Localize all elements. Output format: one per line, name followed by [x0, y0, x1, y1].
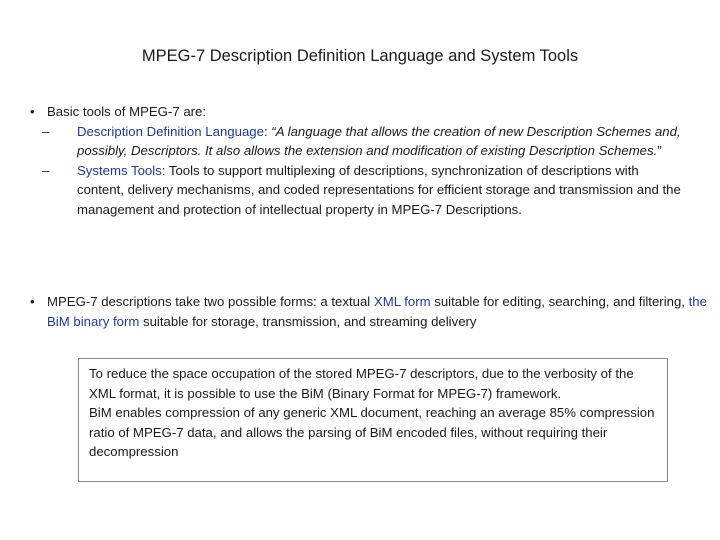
forms-text-part2: suitable for editing, searching, and filtering, — [430, 294, 689, 309]
bullet-basic-tools — [30, 102, 710, 219]
bullet-icon: • — [30, 104, 35, 119]
ddl-end-quote: ” — [657, 143, 662, 158]
xml-form-term: XML form — [373, 294, 431, 309]
ddl-term: Description Definition Language — [77, 123, 264, 139]
dash-icon: – — [42, 123, 50, 139]
ddl-colon: : — [263, 123, 268, 139]
bim-form-term: the BiM binary form — [47, 294, 707, 329]
dash-icon: – — [42, 162, 50, 178]
box-paragraph-1: To reduce the space occupation of the stored MPEG-7 descriptors, due to the verbosity of the XML format, it is possible to use the BiM (Binary Format for MPEG-7) framework. — [89, 366, 634, 401]
bullet-description-forms — [30, 292, 710, 331]
box-paragraph-2: BiM enables compression of any generic XML document, reaching an average 85% compression ratio of MPEG-7 data, and allows the parsing of BiM encoded files, without requiring their decompression — [89, 405, 655, 459]
bullet-intro-text: Basic tools of MPEG-7 are: — [47, 104, 207, 119]
bullet-icon: • — [30, 294, 35, 309]
slide-title: MPEG-7 Description Definition Language and System Tools — [141, 47, 579, 65]
forms-text-part3: suitable for storage, transmission, and streaming delivery — [139, 313, 477, 329]
systems-term: Systems Tools — [77, 162, 162, 178]
systems-definition: : Tools to support multiplexing of descriptions, synchronization of descriptions with content, delivery mechanisms, and coded representations for efficient storage and transmission and the management and protection of intellectual property in MPEG-7 Descriptions. — [77, 162, 681, 217]
sub-bullet-ddl — [42, 122, 710, 161]
ddl-definition: “A language that allows the creation of new Description Schemes and, possibly, Descriptors. It also allows the extension and modification of existing Description Schemes. — [77, 123, 681, 158]
forms-text-part1: MPEG-7 descriptions take two possible forms: a textual — [47, 294, 374, 309]
sub-bullet-systems — [42, 161, 710, 220]
bim-info-box — [78, 358, 668, 482]
